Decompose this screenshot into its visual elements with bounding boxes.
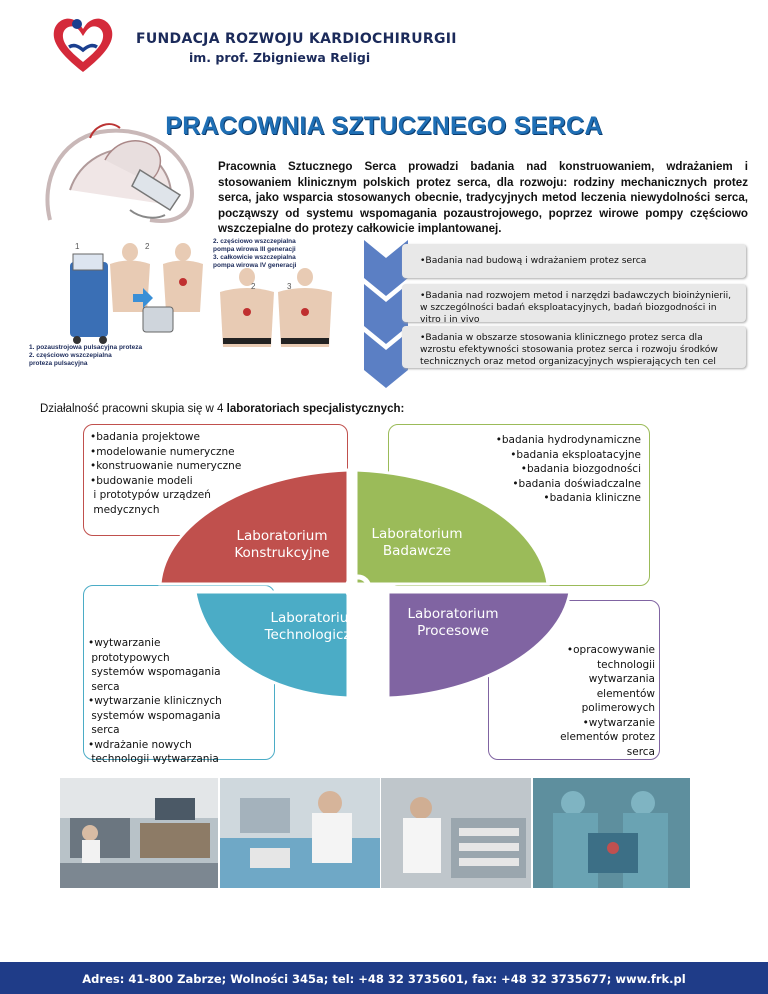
bullet-item: •Badania nad rozwojem metod i narzędzi badawczych bioinżynierii, w szczególności badań eksploatacyjnych, badań biozgodności in vitro i in vivo: [402, 284, 746, 322]
figure-num-3: 2: [251, 282, 256, 291]
heart-logo-icon: [50, 14, 116, 74]
lab-technologiczne-name: Laboratorium Technologiczne: [264, 610, 368, 643]
footer-address: Adres: 41-800 Zabrze; Wolności 345a; tel: +48 32 3735601, fax: +48 32 3735677; www.frk.pl: [82, 972, 686, 986]
figure-legend-top: 2. częściowo wszczepialna pompa wirowa III generacji 3. całkowicie wszczepialna pompa wirowa IV generacji: [213, 238, 297, 269]
lab-procesowe-box: •opracowywanie technologii wytwarzania elementów polimerowych •wytwarzanie elementów protez serca: [488, 600, 660, 760]
bullet-item: •Badania nad budową i wdrażaniem protez serca: [402, 244, 746, 278]
lab-cycle-diagram: [150, 464, 610, 704]
lab-konstrukcyjne-box: •badania projektowe •modelowanie numeryczne •konstruowanie numeryczne •budowanie modeli i prototypów urządzeń medycznych: [83, 424, 348, 536]
quadrant-technologiczne: [195, 592, 348, 698]
lab-konstrukcyjne-name: Laboratorium Konstrukcyjne: [234, 528, 330, 561]
lab-badawcze-name: Laboratorium Badawcze: [371, 526, 463, 559]
photo-lab-testing: [220, 778, 380, 888]
photo-lab-production: [381, 778, 531, 888]
page-title: PRACOWNIA SZTUCZNEGO SERCA: [165, 112, 603, 140]
lab-badawcze-box: •badania hydrodynamiczne •badania eksploatacyjne •badania biozgodności •badania doświadczalne •badania kliniczne: [388, 424, 650, 586]
figure-num-1: 1: [75, 242, 80, 251]
org-subtitle: im. prof. Zbigniewa Religi: [189, 50, 371, 65]
device-figure: [25, 232, 345, 372]
figure-num-2: 2: [145, 242, 150, 251]
heart-illustration: [30, 120, 208, 230]
labs-intro: Działalność pracowni skupia się w 4 laboratoriach specjalistycznych:: [40, 403, 405, 415]
lab-technologiczne-box: •wytwarzanie prototypowych systemów wspomagania serca •wytwarzanie klinicznych systemów wspomagania serca •wdrażanie nowych technologii wytwarzania: [83, 585, 275, 760]
org-name: FUNDACJA ROZWOJU KARDIOCHIRURGII: [136, 31, 457, 47]
quadrant-konstrukcyjne: [160, 470, 348, 584]
intro-paragraph: Pracownia Sztucznego Serca prowadzi badania nad konstruowaniem, wdrażaniem i stosowaniem klinicznym polskich protez serca, dla rozwoju: rodziny mechanicznych protez serca, jako wsparcia stosowanych obecnie, tradycyjnych metod leczenia niewydolności serca, począwszy od systemu wspomagania pozaustrojowego, poprzez wirowe pompy częściowo wszczepialne do protezy całkowicie implantowanej.: [218, 160, 748, 235]
figure-num-4: 3: [287, 282, 292, 291]
bullet-item: •Badania w obszarze stosowania klinicznego protez serca dla wzrostu efektywności stosowania protez serca i rozwoju środków technicznych oraz metod organizacyjnych wspierających ten cel: [402, 326, 746, 368]
photo-surgery: [533, 778, 690, 888]
lab-procesowe-name: Laboratorium Procesowe: [407, 606, 499, 639]
photo-lab-office: [60, 778, 218, 888]
figure-legend-bottom: 1. pozaustrojowa pulsacyjna proteza 2. częściowo wszczepialna proteza pulsacyjna: [29, 344, 143, 367]
